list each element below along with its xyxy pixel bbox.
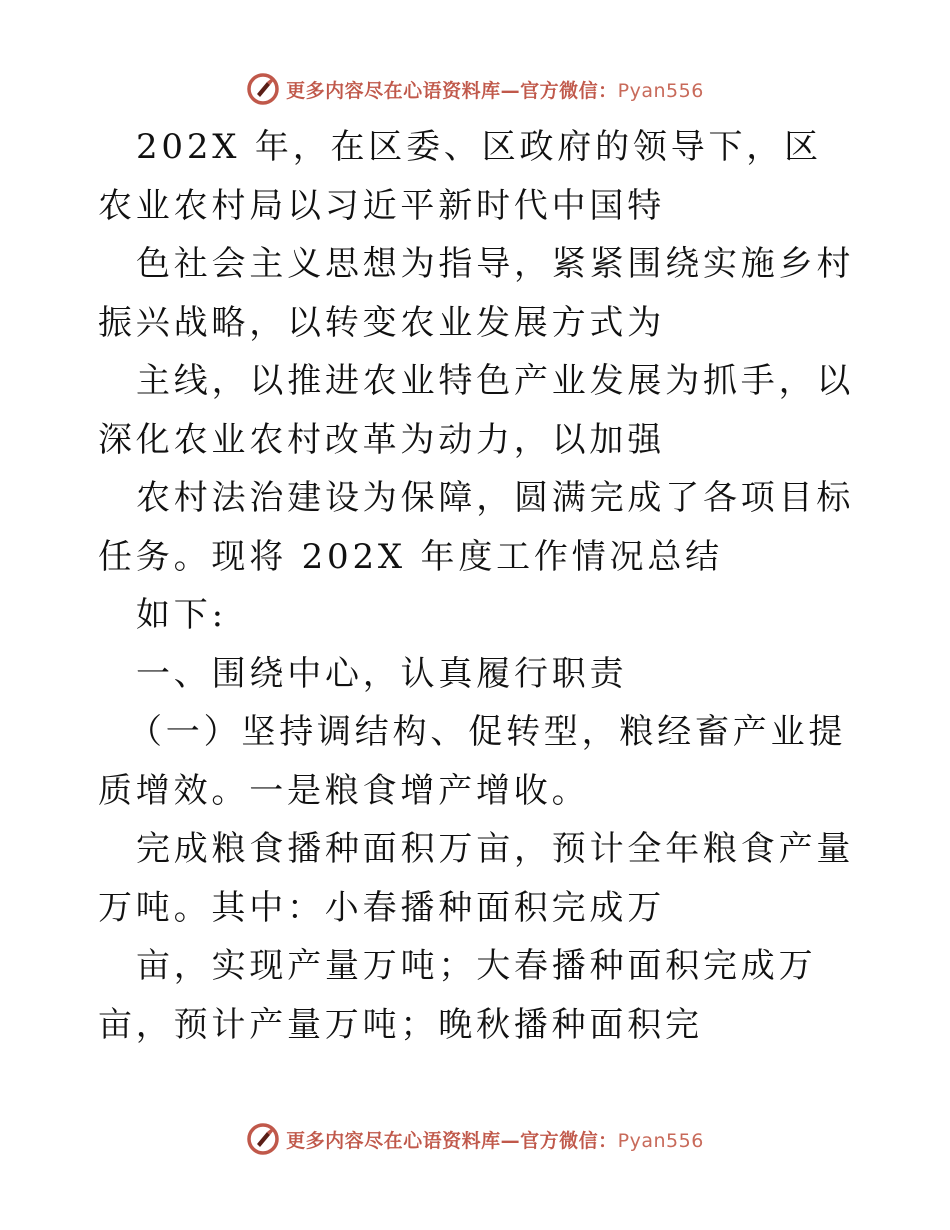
document-body xyxy=(98,118,858,1054)
paragraph: 如下: xyxy=(136,595,227,635)
paragraph: 色社会主义思想为指导，紧紧围绕实施乡村振兴战略，以转变农业发展方式为 xyxy=(98,244,855,343)
logo-icon xyxy=(246,1122,280,1156)
paragraph: 完成粮食播种面积万亩，预计全年粮食产量万吨。其中：小春播种面积完成万 xyxy=(98,829,855,928)
paragraph: （一）坚持调结构、促转型，粮经畜产业提质增效。一是粮食增产增收。 xyxy=(98,712,847,811)
paragraph: 亩，实现产量万吨；大春播种面积完成万亩，预计产量万吨；晚秋播种面积完 xyxy=(98,946,817,1045)
watermark-text: 更多内容尽在心语资料库—官方微信： xyxy=(286,1129,618,1152)
paragraph: 202X 年，在区委、区政府的领导下，区农业农村局以习近平新时代中国特 xyxy=(98,127,822,226)
logo-icon xyxy=(246,72,280,106)
watermark-wechat-id: Pyan556 xyxy=(617,79,704,102)
watermark-text: 更多内容尽在心语资料库—官方微信： xyxy=(286,79,618,102)
paragraph: 主线，以推进农业特色产业发展为抓手，以深化农业农村改革为动力，以加强 xyxy=(98,361,855,460)
header-watermark xyxy=(0,72,950,106)
footer-watermark xyxy=(0,1122,950,1156)
section-heading: 一、围绕中心，认真履行职责 xyxy=(136,653,628,694)
watermark-wechat-id: Pyan556 xyxy=(617,1129,704,1152)
paragraph: 农村法治建设为保障，圆满完成了各项目标任务。现将 202X 年度工作情况总结 xyxy=(98,478,855,577)
